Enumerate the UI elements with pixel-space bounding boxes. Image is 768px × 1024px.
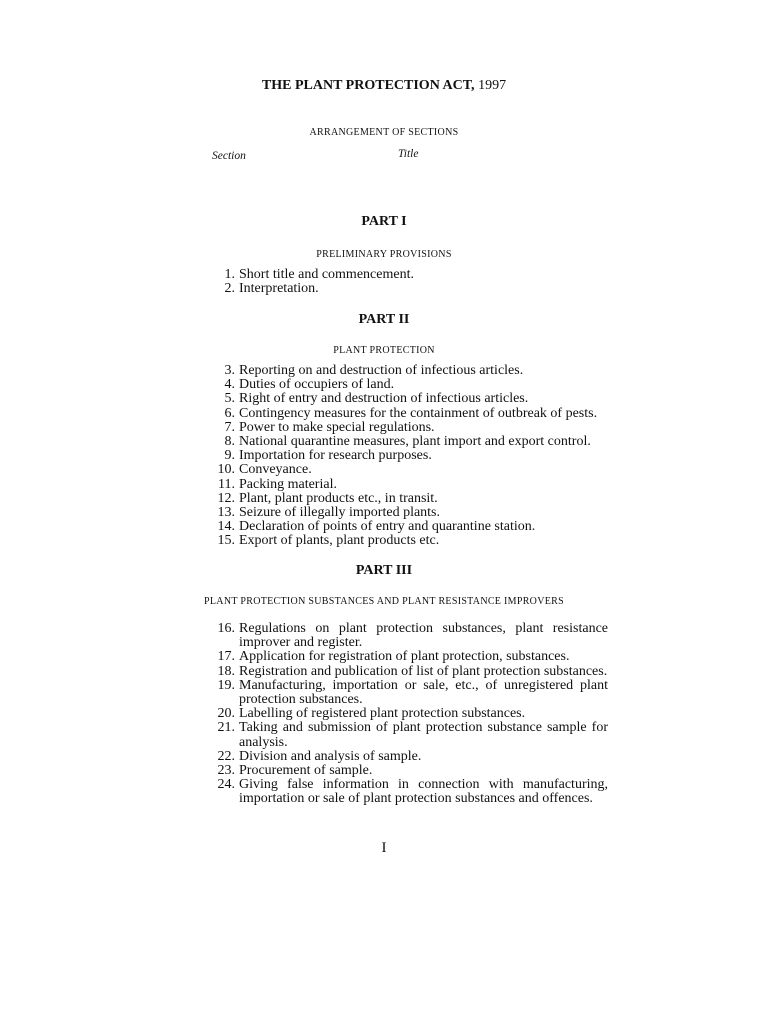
part-1-heading: PART I — [361, 214, 407, 229]
section-number: 23. — [217, 763, 235, 779]
page-number: I — [381, 840, 387, 856]
section-title: Conveyance. — [239, 462, 312, 478]
list-item — [208, 478, 608, 492]
list-item — [208, 764, 608, 778]
section-number: 8. — [224, 434, 235, 450]
section-number: 20. — [217, 706, 235, 722]
part-1-subheading: PRELIMINARY PROVISIONS — [316, 249, 452, 260]
section-number: 22. — [217, 748, 235, 764]
section-title: Seizure of illegally imported plants. — [239, 505, 441, 521]
section-number: 12. — [217, 490, 235, 506]
part-2-section-list — [208, 364, 608, 549]
list-item — [208, 407, 608, 421]
list-item — [208, 622, 608, 650]
section-title: Regulations on plant protection substances, plant resistance improver and register. — [239, 621, 608, 651]
section-number: 24. — [217, 777, 235, 793]
section-number: 2. — [224, 281, 235, 297]
section-title: Export of plants, plant products etc. — [239, 533, 440, 549]
part-3-subheading: PLANT PROTECTION SUBSTANCES AND PLANT RESISTANCE IMPROVERS — [204, 596, 564, 607]
section-number: 4. — [224, 377, 235, 393]
part-2-heading: PART II — [358, 312, 410, 327]
section-number: 9. — [224, 448, 235, 464]
section-title: Application for registration of plant protection, substances. — [239, 649, 570, 665]
section-column-label: Section — [212, 150, 246, 162]
part-3-section-list — [208, 622, 608, 807]
title-column-label: Title — [398, 148, 419, 160]
section-title: Declaration of points of entry and quarantine station. — [239, 519, 536, 535]
list-item — [208, 778, 608, 806]
section-number: 14. — [217, 519, 235, 535]
list-item — [208, 721, 608, 749]
part-1-section-list — [208, 268, 608, 296]
list-item — [208, 679, 608, 707]
list-item — [208, 449, 608, 463]
section-number: 15. — [217, 533, 235, 549]
section-title: Short title and commencement. — [239, 267, 414, 282]
section-title: Right of entry and destruction of infectious articles. — [239, 391, 529, 407]
section-title: Packing material. — [239, 476, 337, 492]
list-item — [208, 750, 608, 764]
section-number: 1. — [224, 267, 235, 282]
section-title: Giving false information in connection with manufacturing, importation or sale of plant protection substances and offences. — [239, 777, 608, 807]
list-item — [208, 463, 608, 477]
document-title-text: THE PLANT PROTECTION ACT, — [261, 78, 475, 93]
section-title: Procurement of sample. — [239, 763, 373, 779]
arrangement-heading: ARRANGEMENT OF SECTIONS — [309, 127, 459, 138]
list-item — [208, 268, 608, 282]
list-item — [208, 392, 608, 406]
section-number: 19. — [217, 677, 235, 693]
part-3-heading: PART III — [355, 563, 413, 578]
section-number: 11. — [218, 476, 235, 492]
section-number: 3. — [224, 363, 235, 378]
list-item — [208, 282, 608, 296]
section-title: Importation for research purposes. — [239, 448, 432, 464]
list-item — [208, 650, 608, 664]
part-2-subheading: PLANT PROTECTION — [333, 345, 435, 356]
section-title: Duties of occupiers of land. — [239, 377, 395, 393]
section-title: Interpretation. — [239, 281, 319, 297]
list-item — [208, 492, 608, 506]
document-title — [0, 78, 768, 94]
section-number: 10. — [217, 462, 235, 478]
list-item — [208, 378, 608, 392]
section-number: 18. — [217, 663, 235, 679]
section-title: Manufacturing, importation or sale, etc., of unregistered plant protection substances. — [239, 677, 608, 708]
section-number: 17. — [217, 649, 235, 665]
list-item — [208, 421, 608, 435]
section-title: Reporting on and destruction of infectious articles. — [239, 363, 524, 378]
list-item — [208, 534, 608, 548]
list-item — [208, 435, 608, 449]
section-title: Plant, plant products etc., in transit. — [239, 490, 438, 506]
section-title: National quarantine measures, plant import and export control. — [239, 434, 591, 450]
section-title: Registration and publication of list of plant protection substances. — [239, 663, 608, 679]
list-item — [208, 506, 608, 520]
section-number: 21. — [217, 720, 235, 736]
list-item — [208, 520, 608, 534]
document-year: 1997 — [478, 78, 507, 93]
section-title: Taking and submission of plant protection substance sample for analysis. — [239, 720, 608, 750]
section-title: Contingency measures for the containment of outbreak of pests. — [239, 405, 598, 421]
list-item — [208, 707, 608, 721]
section-number: 7. — [224, 419, 235, 435]
section-title: Power to make special regulations. — [239, 419, 435, 435]
section-number: 6. — [224, 405, 235, 421]
section-number: 5. — [224, 391, 235, 407]
list-item — [208, 665, 608, 679]
section-number: 16. — [217, 621, 235, 636]
list-item — [208, 364, 608, 378]
section-number: 13. — [217, 505, 235, 521]
section-title: Division and analysis of sample. — [239, 748, 422, 764]
section-title: Labelling of registered plant protection substances. — [239, 706, 526, 722]
